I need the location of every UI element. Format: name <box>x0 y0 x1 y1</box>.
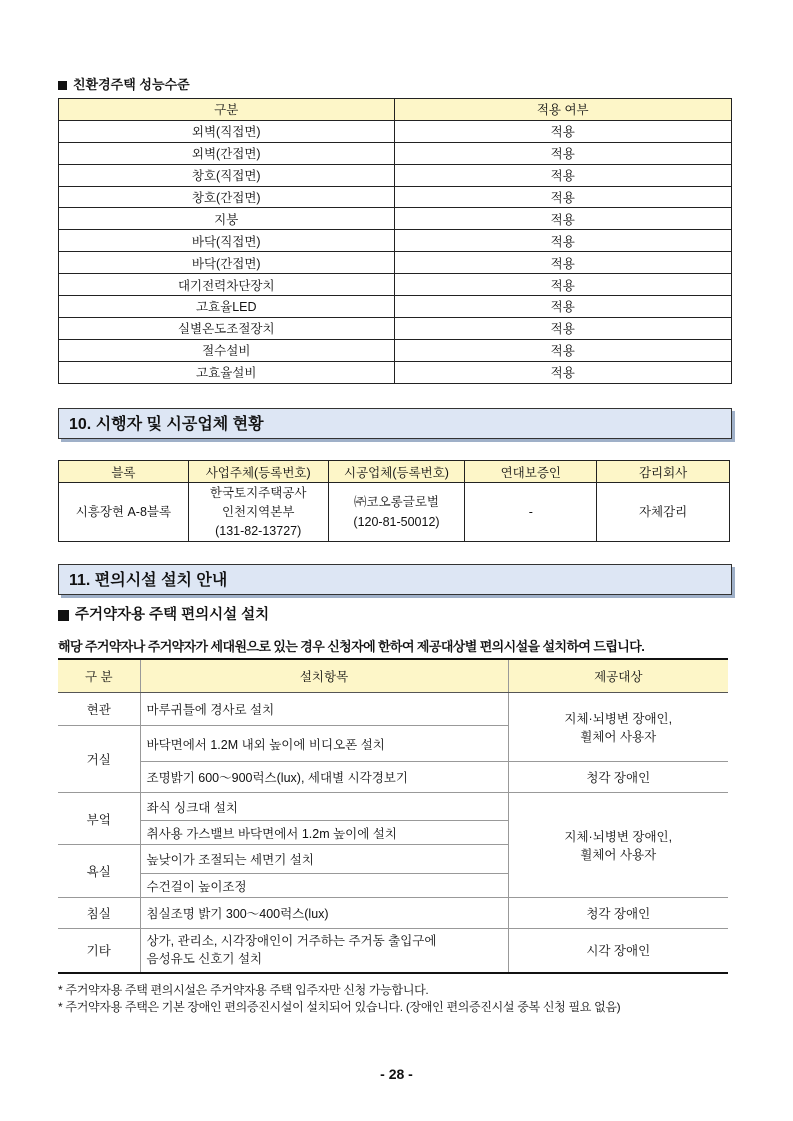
column-header: 연대보증인 <box>465 461 597 483</box>
guarantor-cell: - <box>465 483 597 542</box>
eco-section-title <box>58 74 190 93</box>
eco-performance-table <box>58 98 732 384</box>
developer-branch: 인천지역본부 <box>221 504 295 519</box>
category-cell: 고효율LED <box>59 296 395 318</box>
item-cell: 높낮이가 조절되는 세면기 설치 <box>140 845 508 874</box>
target-line: 휠체어 사용자 <box>580 730 657 744</box>
category-cell: 기타 <box>58 929 140 973</box>
builder-name: ㈜코오롱글로벌 <box>354 495 439 509</box>
table-row <box>59 339 732 361</box>
footnotes <box>58 982 620 1016</box>
item-cell: 수건걸이 높이조정 <box>140 874 508 898</box>
item-line: 음성유도 신호기 설치 <box>146 952 263 967</box>
category-cell: 실별온도조절장치 <box>59 317 395 339</box>
table-row <box>59 361 732 383</box>
table-row <box>59 274 732 296</box>
category-cell: 고효율설비 <box>59 361 395 383</box>
category-cell: 대기전력차단장치 <box>59 274 395 296</box>
table-row <box>58 929 728 973</box>
developer-cell <box>188 483 328 542</box>
accessibility-table <box>58 658 728 974</box>
category-cell: 창호(간접면) <box>59 186 395 208</box>
column-header: 제공대상 <box>508 659 728 693</box>
table-row <box>59 252 732 274</box>
target-line: 지체·뇌병변 장애인, <box>564 830 673 844</box>
footnote: * 주거약자용 주택은 기본 장애인 편의증진시설이 설치되어 있습니다. (장애인 편의증진시설 중복 신청 필요 없음) <box>58 1000 621 1014</box>
table-row <box>59 142 732 164</box>
section11-intro: 해당 주거약자나 주거약자가 세대원으로 있는 경우 신청자에 한하여 제공대상별 편의시설을 설치하여 드립니다. <box>58 639 645 654</box>
category-cell: 창호(직접면) <box>59 164 395 186</box>
contractor-table <box>58 460 730 542</box>
column-header: 적용 여부 <box>394 99 732 121</box>
square-bullet-icon <box>58 610 69 621</box>
table-header-row <box>59 99 732 121</box>
table-row <box>58 693 728 726</box>
category-cell: 외벽(간접면) <box>59 142 395 164</box>
column-header: 사업주체(등록번호) <box>188 461 328 483</box>
table-row <box>58 793 728 821</box>
target-cell: 청각 장애인 <box>508 898 728 929</box>
subtitle-text: 주거약자용 주택 편의시설 설치 <box>75 607 270 623</box>
table-header-row <box>58 659 728 693</box>
table-header-row <box>59 461 730 483</box>
developer-name: 한국토지주택공사 <box>209 485 307 500</box>
table-row <box>59 317 732 339</box>
table-row <box>59 208 732 230</box>
target-cell: 청각 장애인 <box>508 762 728 793</box>
section11-heading: 11. 편의시설 설치 안내 <box>58 564 732 595</box>
category-cell: 지붕 <box>59 208 395 230</box>
table-row <box>59 164 732 186</box>
status-cell: 적용 <box>394 186 732 208</box>
table-row <box>58 898 728 929</box>
column-header: 구 분 <box>58 659 140 693</box>
status-cell: 적용 <box>394 208 732 230</box>
item-cell: 바닥면에서 1.2M 내외 높이에 비디오폰 설치 <box>140 726 508 762</box>
section11-subtitle <box>58 603 269 624</box>
item-cell: 침실조명 밝기 300～400럭스(lux) <box>140 898 508 929</box>
table-row <box>59 230 732 252</box>
category-cell: 욕실 <box>58 845 140 898</box>
status-cell: 적용 <box>394 120 732 142</box>
column-header: 감리회사 <box>597 461 730 483</box>
status-cell: 적용 <box>394 361 732 383</box>
table-row <box>59 483 730 542</box>
developer-reg-no: (131-82-13727) <box>215 523 302 538</box>
category-cell: 바닥(간접면) <box>59 252 395 274</box>
status-cell: 적용 <box>394 252 732 274</box>
table-row <box>59 120 732 142</box>
item-line: 상가, 관리소, 시각장애인이 거주하는 주거동 출입구에 <box>146 934 437 949</box>
category-cell: 현관 <box>58 693 140 726</box>
item-cell: 취사용 가스밸브 바닥면에서 1.2m 높이에 설치 <box>140 821 508 845</box>
item-cell: 마루귀틀에 경사로 설치 <box>140 693 508 726</box>
target-line: 지체·뇌병변 장애인, <box>564 712 673 726</box>
status-cell: 적용 <box>394 164 732 186</box>
footnote: * 주거약자용 주택 편의시설은 주거약자용 주택 입주자만 신청 가능합니다. <box>58 983 429 997</box>
table-row <box>58 762 728 793</box>
category-cell: 거실 <box>58 726 140 793</box>
target-cell: 시각 장애인 <box>508 929 728 973</box>
status-cell: 적용 <box>394 317 732 339</box>
column-header: 구분 <box>59 99 395 121</box>
target-line: 휠체어 사용자 <box>580 848 657 862</box>
item-cell: 조명밝기 600～900럭스(lux), 세대별 시각경보기 <box>140 762 508 793</box>
eco-title-text: 친환경주택 성능수준 <box>73 77 190 92</box>
category-cell: 부엌 <box>58 793 140 845</box>
table-row <box>59 296 732 318</box>
status-cell: 적용 <box>394 296 732 318</box>
builder-cell <box>328 483 465 542</box>
builder-reg-no: (120-81-50012) <box>353 515 440 529</box>
status-cell: 적용 <box>394 274 732 296</box>
column-header: 설치항목 <box>140 659 508 693</box>
square-bullet-icon <box>58 81 67 90</box>
supervisor-cell: 자체감리 <box>597 483 730 542</box>
category-cell: 외벽(직접면) <box>59 120 395 142</box>
page-number: - 28 - <box>380 1066 413 1082</box>
status-cell: 적용 <box>394 339 732 361</box>
category-cell: 바닥(직접면) <box>59 230 395 252</box>
column-header: 블록 <box>59 461 189 483</box>
category-cell: 침실 <box>58 898 140 929</box>
table-row <box>59 186 732 208</box>
column-header: 시공업체(등록번호) <box>328 461 465 483</box>
block-cell: 시흥장현 A-8블록 <box>59 483 189 542</box>
status-cell: 적용 <box>394 142 732 164</box>
item-cell <box>140 929 508 973</box>
section10-heading: 10. 시행자 및 시공업체 현황 <box>58 408 732 439</box>
status-cell: 적용 <box>394 230 732 252</box>
item-cell: 좌식 싱크대 설치 <box>140 793 508 821</box>
category-cell: 절수설비 <box>59 339 395 361</box>
target-cell <box>508 793 728 898</box>
target-cell <box>508 693 728 762</box>
